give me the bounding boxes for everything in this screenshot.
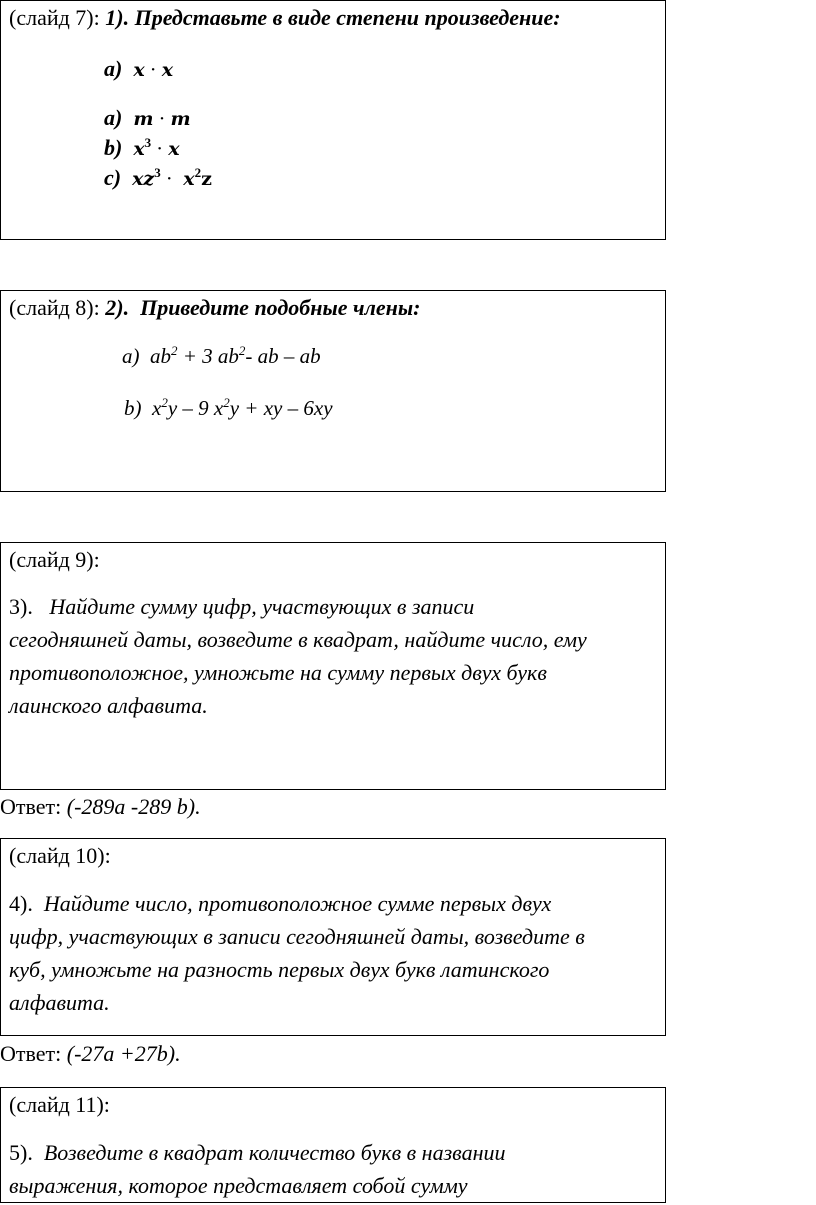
slide8-box bbox=[0, 290, 666, 492]
slide11-text: 5). Возведите в квадрат количество букв в названии выражения, которое представляет собой сумму bbox=[9, 1140, 506, 1198]
slide7-item-1: a) x · x bbox=[104, 56, 174, 81]
slide8-item-b: b) $x^2y - 9$ $x^2y$ + xy – 6xy bbox=[124, 395, 333, 420]
slide7-item-3: b) $x^3 \cdot x$ bbox=[104, 135, 180, 160]
slide11-label: (слайд 11): bbox=[9, 1092, 110, 1117]
slide7-title: Представьте в виде степени произведение: bbox=[134, 5, 561, 30]
slide10-label: (слайд 10): bbox=[9, 843, 111, 868]
answer-label: Ответ: bbox=[0, 1041, 62, 1066]
slide8-title: Приведите подобные члены: bbox=[140, 295, 421, 320]
slide9-num: 3). bbox=[9, 594, 33, 619]
slide10-answer bbox=[0, 1043, 181, 1065]
answer-value: (-27a +27b). bbox=[66, 1041, 181, 1066]
answer-value: (-289a -289 b). bbox=[66, 794, 201, 819]
slide11-num: 5). bbox=[9, 1140, 33, 1165]
slide8-item-a: a) $ab^2 + 3$ $ab^2-$ ab – ab bbox=[122, 343, 321, 368]
slide8-task-num: 2). bbox=[105, 295, 130, 320]
slide9-label: (слайд 9): bbox=[9, 547, 100, 572]
slide7-task-num: 1). bbox=[105, 5, 130, 30]
answer-label: Ответ: bbox=[0, 794, 62, 819]
slide7-header bbox=[9, 7, 561, 29]
slide10-text: 4). Найдите число, противоположное сумме первых двух цифр, участвующих в записи сегодняшней даты, возведите в куб, умножьте на разность первых двух букв латинского алфавита. bbox=[9, 891, 585, 1015]
slide9-answer bbox=[0, 796, 201, 818]
slide7-item-2: a) m · m bbox=[104, 105, 191, 130]
slide8-label: (слайд 8): bbox=[9, 295, 100, 320]
slide7-label: (слайд 7): bbox=[9, 5, 100, 30]
slide7-item-4: c) $xz^3 \cdot x^2z$ bbox=[104, 165, 212, 190]
slide10-num: 4). bbox=[9, 891, 33, 916]
slide8-header bbox=[9, 297, 420, 319]
slide7-box bbox=[0, 0, 666, 240]
slide9-text: 3). Найдите сумму цифр, участвующих в записи сегодняшней даты, возведите в квадрат, найдите число, ему противоположное, умножьте на сумму первых двух букв лаинского алфавита. bbox=[9, 594, 587, 718]
